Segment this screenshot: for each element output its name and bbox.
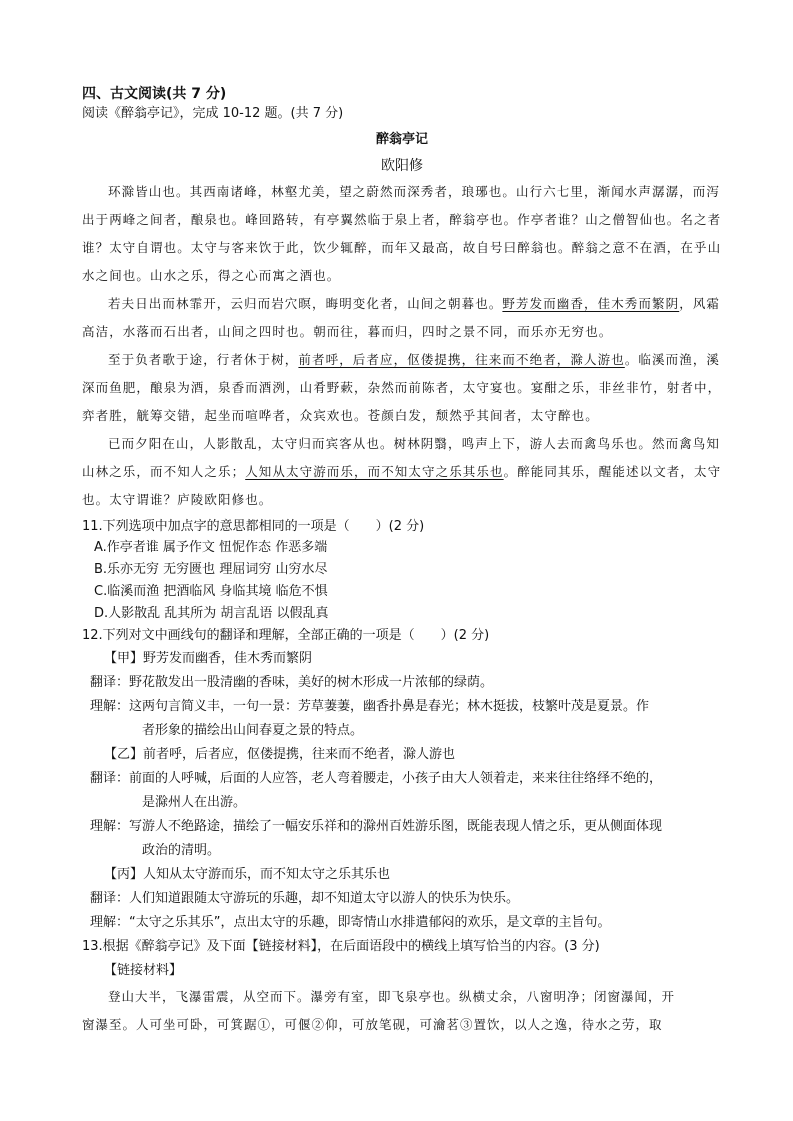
question-11 [82,516,722,625]
q12-yi-translation-1: 翻译：前面的人呼喊，后面的人应答，老人弯着腰走，小孩子由大人领着走，来来往往络绎不绝的， [90,771,663,786]
q13-stem: 13.根据《醉翁亭记》及下面【链接材料】，在后面语段中的横线上填写恰当的内容。(3 分) [82,939,600,954]
q13-link-line-2: 窗瀑至。人可坐可卧，可箕踞①，可偃②仰，可放笔砚，可瀹茗③置饮，以人之逸，待水之劳，取 [82,1017,663,1032]
q12-bing-understanding: 理解：“太守之乐其乐”，点出太守的乐趣，即寄情山水排遣郁闷的欢乐，是文章的主旨句。 [90,915,611,930]
q11-stem: 11.下列选项中加点字的意思都相同的一项是（ ）(2 分) [82,519,425,534]
exam-page [82,84,722,1039]
para4-text-b: 。醉能同其乐，醒能述以文者，太守也。太守谓谁？庐陵欧阳修也。 [82,464,722,507]
essay-paragraph-2 [82,290,722,346]
q12-jia-head: 【甲】野芳发而幽香，佳木秀而繁阴 [104,651,313,666]
para4-text-a: 已而夕阳在山，人影散乱，太守归而宾客从也。树林阴翳，鸣声上下，游人去而禽鸟乐也。然而禽鸟知山林之乐，而不知人之乐； [82,436,721,479]
underlined-sentence-yi: 前者呼，后者应，伛偻提携，往来而不绝者，滁人游也 [298,352,625,367]
q12-bing-head: 【丙】人知从太守游而乐，而不知太守之乐其乐也 [104,867,391,882]
q12-bing-translation: 翻译：人们知道跟随太守游玩的乐趣，却不知道太守以游人的快乐为快乐。 [90,891,520,906]
para3-text-a: 至于负者歌于途，行者休于树， [108,352,299,367]
q12-yi-translation-2: 是滁州人在出游。 [142,795,247,810]
q12-jia-understanding-1: 理解：这两句言简义丰，一句一景：芳草萋萋，幽香扑鼻是春光；林木挺拔，枝繁叶茂是夏景。作 [90,699,650,714]
q11-option-d: D.人影散乱 乱其所为 胡言乱语 以假乱真 [94,606,329,621]
section-title: 四、古文阅读(共 7 分) [82,86,227,102]
para2-text-b: ，风霜高洁，水落而石出者，山间之四时也。朝而往，暮而归，四时之景不同，而乐亦无穷也。 [82,296,721,339]
q13-link-line-1: 登山大半，飞瀑雷震，从空而下。瀑旁有室，即飞泉亭也。纵横丈余，八窗明净；闭窗瀑闻，开 [108,989,676,1004]
underlined-sentence-jia: 野芳发而幽香，佳木秀而繁阴 [502,296,680,311]
instruction: 阅读《醉翁亭记》，完成 10-12 题。(共 7 分) [82,106,344,121]
question-12 [82,625,722,935]
essay-paragraph-4 [82,430,722,514]
q12-yi-head: 【乙】前者呼，后者应，伛偻提携，往来而不绝者，滁人游也 [104,747,456,762]
q11-option-c: C.临溪而渔 把酒临风 身临其境 临危不惧 [94,584,328,599]
essay-paragraph-3 [82,346,722,430]
essay-title: 醉翁亭记 [375,132,428,147]
essay-author: 欧阳修 [381,158,423,174]
essay-body [82,178,722,514]
underlined-sentence-bing: 人知从太守游而乐，而不知太守之乐其乐也 [245,464,504,479]
q12-yi-understanding-1: 理解：写游人不绝路途，描绘了一幅安乐祥和的滁州百姓游乐图，既能表现人情之乐，更从侧面体现 [90,819,663,834]
q11-option-a: A.作亭者谁 属予作文 忸怩作态 作恶多端 [94,540,328,555]
para2-text-a: 若夫日出而林霏开，云归而岩穴暝，晦明变化者，山间之朝暮也。 [108,296,503,311]
para3-text-b: 。临溪而渔，溪深而鱼肥，酿泉为酒，泉香而酒洌，山肴野蔌，杂然而前陈者，太守宴也。宴酣之乐，非丝非竹，射者中，弈者胜，觥筹交错，起坐而喧哗者，众宾欢也。苍颜白发，颓然乎其间者，太守醉也。 [82,352,722,423]
q12-jia-translation: 翻译：野花散发出一股清幽的香味，美好的树木形成一片浓郁的绿荫。 [90,675,494,690]
q12-jia-understanding-2: 者形象的描绘出山间春夏之景的特点。 [142,723,364,738]
essay-paragraph-1: 环滁皆山也。其西南诸峰，林壑尤美，望之蔚然而深秀者，琅琊也。山行六七里，渐闻水声潺潺，而泻出于两峰之间者，酿泉也。峰回路转，有亭翼然临于泉上者，醉翁亭也。作亭者谁？山之僧智仙也。名之者谁？太守自谓也。太守与客来饮于此，饮少辄醉，而年又最高，故自号曰醉翁也。醉翁之意不在酒，在乎山水之间也。山水之乐，得之心而寓之酒也。 [82,184,722,283]
q12-stem: 12.下列对文中画线句的翻译和理解，全部正确的一项是（ ）(2 分) [82,628,490,643]
q13-link-heading: 【链接材料】 [104,963,183,978]
q11-option-b: B.乐亦无穷 无穷匮也 理屈词穷 山穷水尽 [94,562,328,577]
q12-yi-understanding-2: 政治的清明。 [142,843,221,858]
question-13 [82,935,722,1039]
